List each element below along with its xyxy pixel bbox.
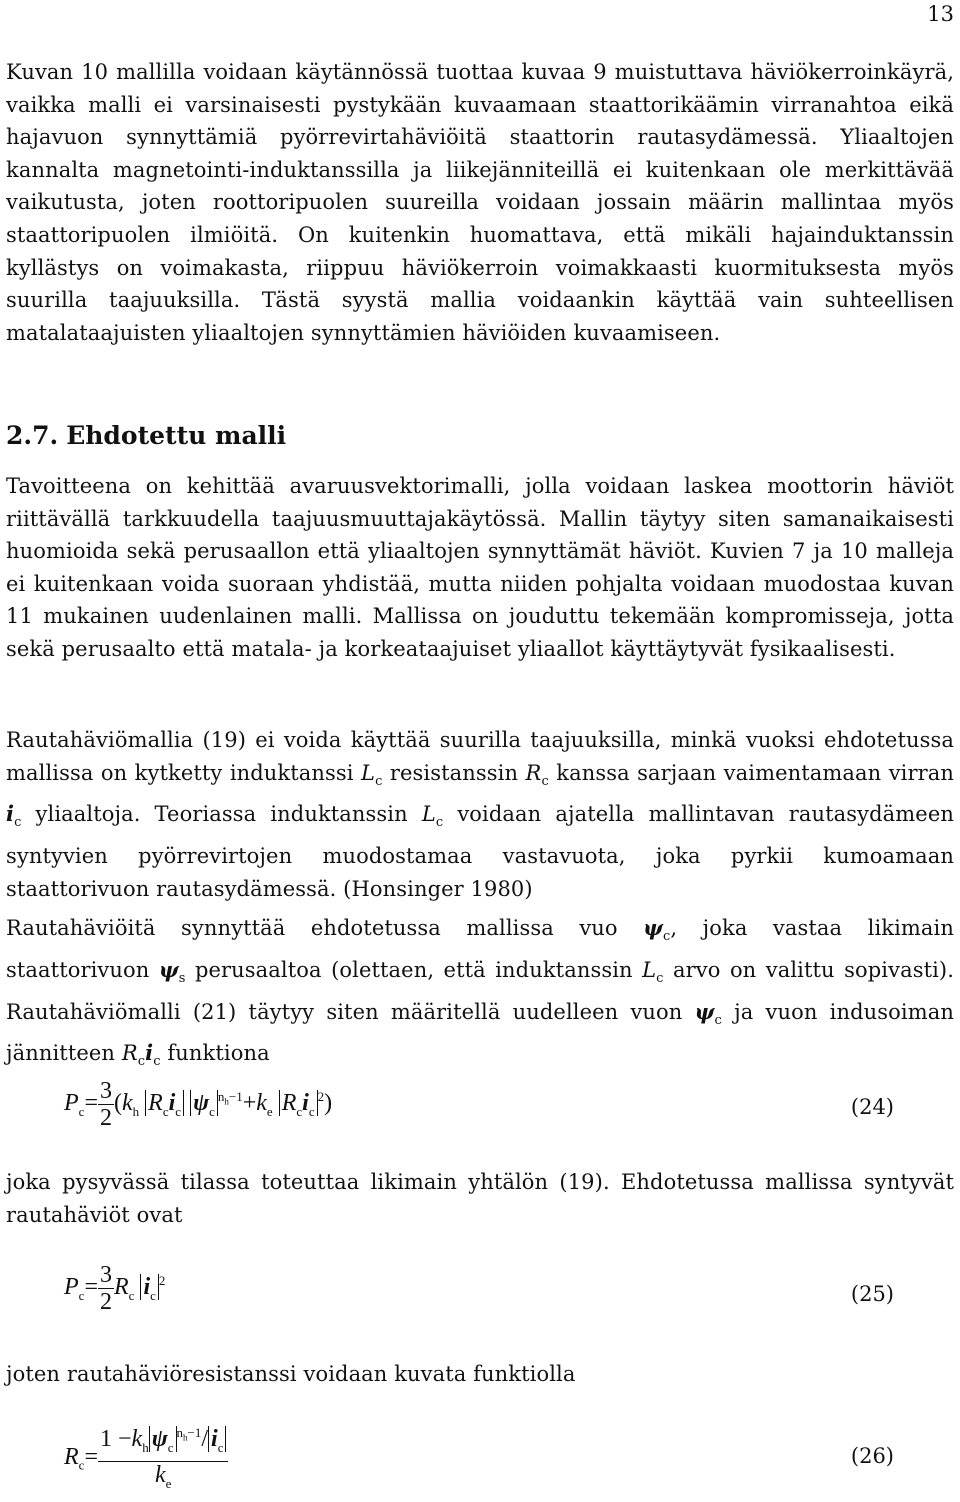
abs-ic: $i_c$ <box>140 1274 158 1300</box>
page-number: 13 <box>927 2 954 26</box>
symbol-psi-c: $\psi_c$ <box>643 915 671 945</box>
fraction-3-2-b: $\frac{3}{2}$ <box>100 1262 112 1315</box>
paragraph-1: Kuvan 10 mallilla voidaan käytännössä tuottaa kuvaa 9 muistuttava häviökerroinkäyrä, vaikka malli ei varsinaisesti pystykään kuvaamaan staattorikäämin virranahtoa eikä hajavuon synnyttämiä pyörrevirtahäviöitä staattorin rautasydämessä. Yliaaltojen kannalta magnetointi-induktanssilla ja liikejänniteillä ei kuitenkaan ole merkittävää vaikutusta, joten roottoripuolen suureilla voidaan jossain määrin mallintaa myös staattoripuolen ilmiöitä. On kuitenkin huomattava, että mikäli hajainduktanssin kyllästys on voimakasta, riippuu häviökerroin voimakkaasti kuormituksesta myös suurilla taajuuksilla. Tästä syystä mallia voidaankin käyttää vain suhteellisen matalataajuisten yliaaltojen synnyttämien häviöiden kuvaamiseen. <box>6 60 954 345</box>
symbol-Rc: $R_c$ <box>525 760 549 789</box>
paragraph-6: joten rautahäviöresistanssi voidaan kuvata funktiolla <box>6 1362 576 1386</box>
equation-number-26: (26) <box>850 1444 894 1468</box>
symbol-ic: $i_c$ <box>6 801 22 831</box>
section-heading <box>6 416 286 456</box>
abs-Rc-ic-2: $R_ci_c$ <box>279 1090 318 1116</box>
symbol-psi-c-2: $\psi_c$ <box>694 998 722 1028</box>
equation-25: $P_c=$ $\frac{3}{2}$ $R_c$ $i_c^2$ (25) <box>64 1262 894 1315</box>
equation-number-25: (25) <box>850 1282 894 1306</box>
symbol-Lc: $L_c$ <box>361 760 383 789</box>
equation-24: $P_c=$ $\frac{3}{2}$ ($k_h$ $R_ci_c$ $\psi_c^{n_h-1}+k_e$ $R_ci_c^2$) (24) <box>64 1078 894 1131</box>
symbol-Lc-3: $L_c$ <box>642 957 664 986</box>
abs-psi-c: $\psi_c$ <box>190 1090 218 1116</box>
equation-number-24: (24) <box>850 1095 894 1119</box>
symbol-psi-s: $\psi_s$ <box>158 956 186 986</box>
symbol-Rc-ic: $R_c$ <box>121 1041 146 1070</box>
equation-26: $R_c=$ $\frac{1 -k_h \psi_c^{n_h-1}/ i_c}{k_e}$ (26) <box>64 1412 894 1502</box>
fraction-Rc: $\frac{1 -k_h \psi_c^{n_h-1}/ i_c}{k_e}$ <box>98 1420 228 1497</box>
fraction-3-2: $\frac{3}{2}$ <box>100 1078 112 1131</box>
paragraph-5: joka pysyvässä tilassa toteuttaa likimain yhtälön (19). Ehdotetussa mallissa syntyvät rautahäviöt ovat <box>6 1170 954 1227</box>
paragraph-4: Rautahäviöitä synnyttää ehdotetussa mallissa vuo $\psi_c$, joka vastaa likimain staattorivuon $\psi_s$ perusaaltoa (olettaen, että induktanssin $L_c$ arvo on valittu sopivasti). Rautahäviömalli (21) täytyy siten määritellä uudelleen vuon $\psi_c$ ja vuon indusoiman jännitteen $R_ci_c$ funktiona <box>6 915 955 1070</box>
section-number: 2.7. <box>6 421 59 450</box>
abs-Rc-ic: $R_ci_c$ <box>145 1090 184 1116</box>
symbol-Lc-2: $L_c$ <box>421 802 444 831</box>
paragraph-2: Tavoitteena on kehittää avaruusvektorimalli, jolla voidaan laskea moottorin häviöt riittävällä tarkkuudella taajuusmuuttajakäytössä. Mallin täytyy siten samanaikaisesti huomioida sekä perusaallon että yliaaltojen synnyttämät häviöt. Kuvien 7 ja 10 malleja ei kuitenkaan voida suoraan yhdistää, mutta niiden pohjalta voidaan muodostaa kuvan 11 mukainen uudenlainen malli. Mallissa on jouduttu tekemään kompromisseja, jotta sekä perusaalto että matala- ja korkeataajuiset yliaallot käyttäytyvät fysikaalisesti. <box>6 474 954 661</box>
paragraph-3: Rautahäviömallia (19) ei voida käyttää suurilla taajuuksilla, minkä vuoksi ehdotetussa mallissa on kytketty induktanssi $L_c$ resistanssin $R_c$ kanssa sarjaan vaimentamaan virran $i_c$ yliaaltoja. Teoriassa induktanssin $L_c$ voidaan ajatella mallintavan rautasydämeen syntyvien pyörrevirtojen muodostamaa vastavuota, joka pyrkii kumoamaan staattorivuon rautasydämessä. (Honsinger 1980) <box>6 728 954 901</box>
section-title: Ehdotettu malli <box>66 421 287 450</box>
